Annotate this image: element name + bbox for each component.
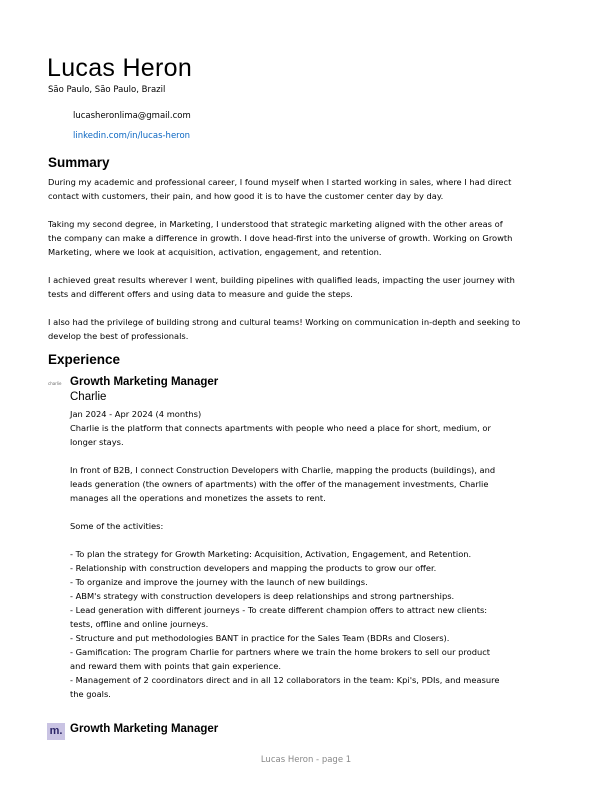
paragraph — [48, 273, 520, 301]
candidate-name: Lucas Heron — [47, 54, 193, 82]
text-line: and reward them with points that gain experience. — [70, 661, 281, 671]
paragraph — [70, 547, 499, 701]
experience-heading: Experience — [48, 352, 121, 367]
paragraph — [70, 463, 499, 505]
job-title: Growth Marketing Manager — [70, 723, 219, 735]
linkedin-link[interactable]: linkedin.com/in/lucas-heron — [73, 131, 191, 141]
location: São Paulo, São Paulo, Brazil — [48, 85, 166, 95]
text-line: develop the best of professionals. — [48, 331, 189, 341]
text-line: I also had the privilege of building strong and cultural teams! Working on communication in-depth and seeking to — [48, 317, 521, 327]
text-line: Some of the activities: — [70, 521, 164, 531]
paragraph — [48, 175, 520, 203]
text-line: the company can make a difference in growth. I dove head-first into the universe of growth. Working on Growth — [48, 233, 513, 243]
text-line: tests and different offers and using data to measure and guide the steps. — [48, 289, 353, 299]
text-line: leads generation (the owners of apartments) with the offer of the management investments, Charlie — [70, 479, 489, 489]
text-line: longer stays. — [70, 437, 124, 447]
company-logo-m: m. — [47, 723, 65, 740]
paragraph — [48, 217, 520, 259]
text-line: - Relationship with construction developers and mapping the products to grow our offer. — [70, 563, 437, 573]
text-line: In front of B2B, I connect Construction Developers with Charlie, mapping the products (buildings), and — [70, 465, 496, 475]
text-line: - To plan the strategy for Growth Marketing: Acquisition, Activation, Engagement, and Retention. — [70, 549, 472, 559]
text-line: tests, offline and online journeys. — [70, 619, 209, 629]
text-line: - Gamification: The program Charlie for partners where we train the home brokers to sell our product — [70, 647, 491, 657]
email: lucasheronlima@gmail.com — [73, 111, 191, 121]
text-line: Marketing, where we look at acquisition, activation, engagement, and retention. — [48, 247, 382, 257]
paragraph — [48, 315, 520, 343]
job-title: Growth Marketing Manager — [70, 376, 219, 388]
summary-heading: Summary — [48, 155, 110, 170]
text-line: - Structure and put methodologies BANT in practice for the Sales Team (BDRs and Closers). — [70, 633, 450, 643]
text-line: During my academic and professional career, I found myself when I started working in sales, where I had direct — [48, 177, 512, 187]
text-line: contact with customers, their pain, and how good it is to have the customer center day by day. — [48, 191, 444, 201]
text-line: Jan 2024 - Apr 2024 (4 months) — [70, 409, 202, 419]
text-line: - Management of 2 coordinators direct and in all 12 collaborators in the team: Kpi's, PDIs, and measure — [70, 675, 500, 685]
paragraph — [70, 519, 499, 533]
text-line: Taking my second degree, in Marketing, I understood that strategic marketing aligned with the other areas of — [48, 219, 503, 229]
text-line: Charlie is the platform that connects apartments with people who need a place for short, medium, or — [70, 423, 491, 433]
paragraph — [70, 407, 499, 449]
text-line: - To organize and improve the journey with the launch of new buildings. — [70, 577, 368, 587]
job-description — [70, 407, 499, 715]
text-line: I achieved great results wherever I went, building pipelines with qualified leads, impacting the user journey with — [48, 275, 515, 285]
text-line: - Lead generation with different journeys - To create different champion offers to attract new clients: — [70, 605, 488, 615]
text-line: the goals. — [70, 689, 111, 699]
company-name: Charlie — [70, 391, 107, 403]
text-line: manages all the operations and monetizes the assets to rent. — [70, 493, 326, 503]
text-line: - ABM's strategy with construction developers is deep relationships and strong partnerships. — [70, 591, 455, 601]
page-footer: Lucas Heron - page 1 — [260, 755, 352, 765]
company-logo-charlie: charlie — [48, 381, 62, 386]
summary-body — [48, 175, 520, 357]
